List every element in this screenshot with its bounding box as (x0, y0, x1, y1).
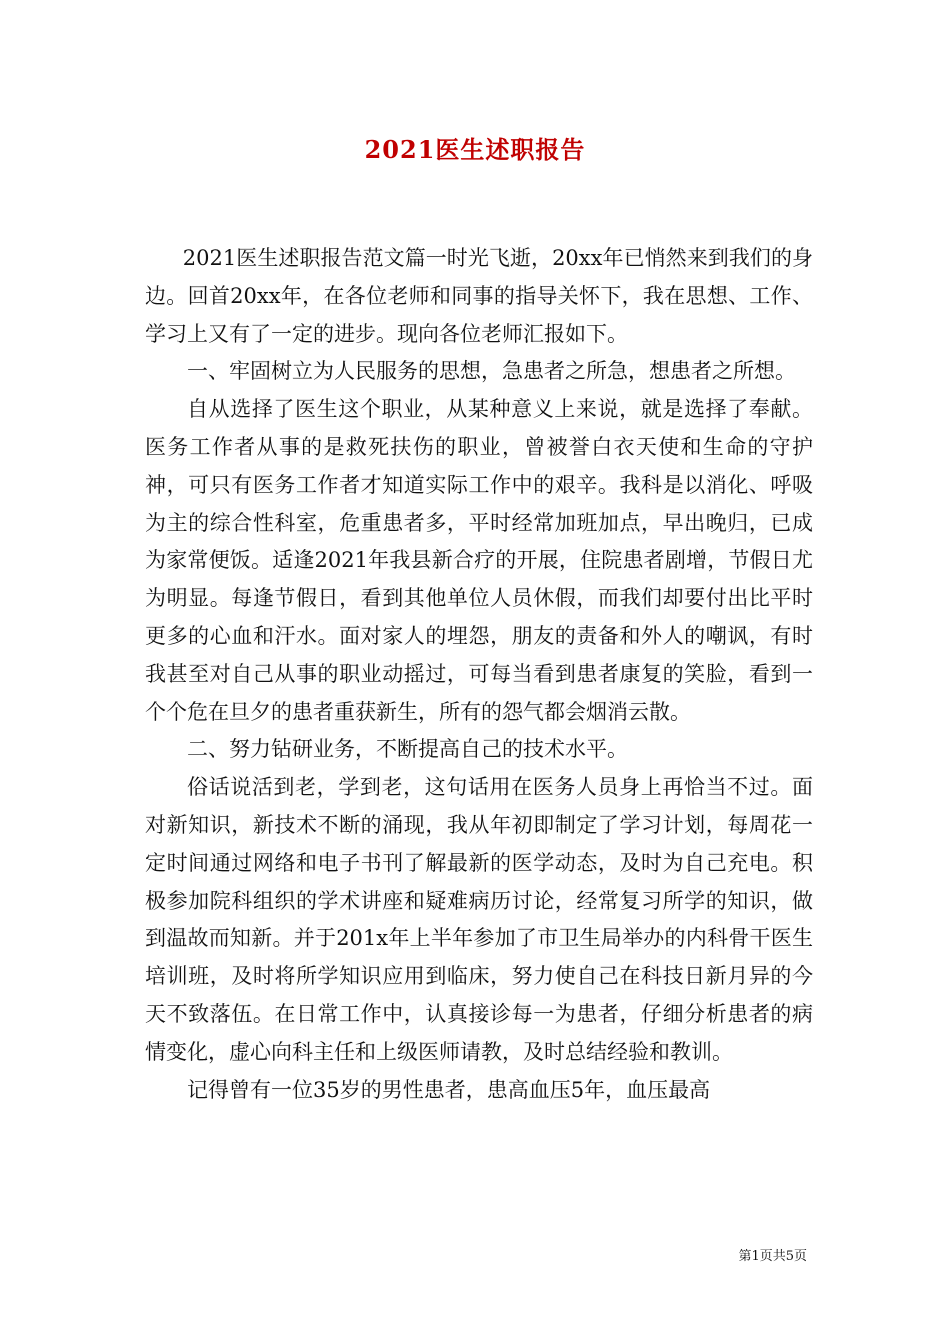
page-number: 第1页共5页 (738, 1249, 807, 1264)
paragraph-case: 记得曾有一位35岁的男性患者，患高血压5年，血压最高 (187, 1077, 711, 1102)
document-body (145, 240, 813, 1109)
section-heading-1: 一、牢固树立为人民服务的思想，急患者之所急，想患者之所想。 (187, 359, 796, 384)
section-heading-2: 二、努力钻研业务，不断提高自己的技术水平。 (187, 737, 628, 762)
paragraph-study: 俗话说活到老，学到老，这句话用在医务人员身上再恰当不过。面对新知识，新技术不断的涌现，我从年初即制定了学习计划，每周花一定时间通过网络和电子书刊了解最新的医学动态，及时为自己充电。积极参加院科组织的学术讲座和疑难病历讨论，经常复习所学的知识，做到温故而知新。并于201x年上半年参加了市卫生局举办的内科骨干医生培训班，及时将所学知识应用到临床，努力使自己在科技日新月异的今天不致落伍。在日常工作中，认真接诊每一为患者，仔细分析患者的病情变化，虚心向科主任和上级医师请教，及时总结经验和教训。 (145, 775, 813, 1064)
document-title: 2021医生述职报告 (364, 135, 586, 164)
paragraph-dedication: 自从选择了医生这个职业，从某种意义上来说，就是选择了奉献。医务工作者从事的是救死扶伤的职业，曾被誉白衣天使和生命的守护神，可只有医务工作者才知道实际工作中的艰辛。我科是以消化、呼吸为主的综合性科室，危重患者多，平时经常加班加点，早出晚归，已成为家常便饭。适逢2021年我县新合疗的开展，住院患者剧增，节假日尤为明显。每逢节假日，看到其他单位人员休假，而我们却要付出比平时更多的心血和汗水。面对家人的埋怨，朋友的责备和外人的嘲讽，有时我甚至对自己从事的职业动摇过，可每当看到患者康复的笑脸，看到一个个危在旦夕的患者重获新生，所有的怨气都会烟消云散。 (145, 397, 813, 724)
paragraph-intro: 2021医生述职报告范文篇一时光飞逝，20xx年已悄然来到我们的身边。回首20xx年，在各位老师和同事的指导关怀下，我在思想、工作、学习上又有了一定的进步。现向各位老师汇报如下。 (145, 246, 813, 346)
